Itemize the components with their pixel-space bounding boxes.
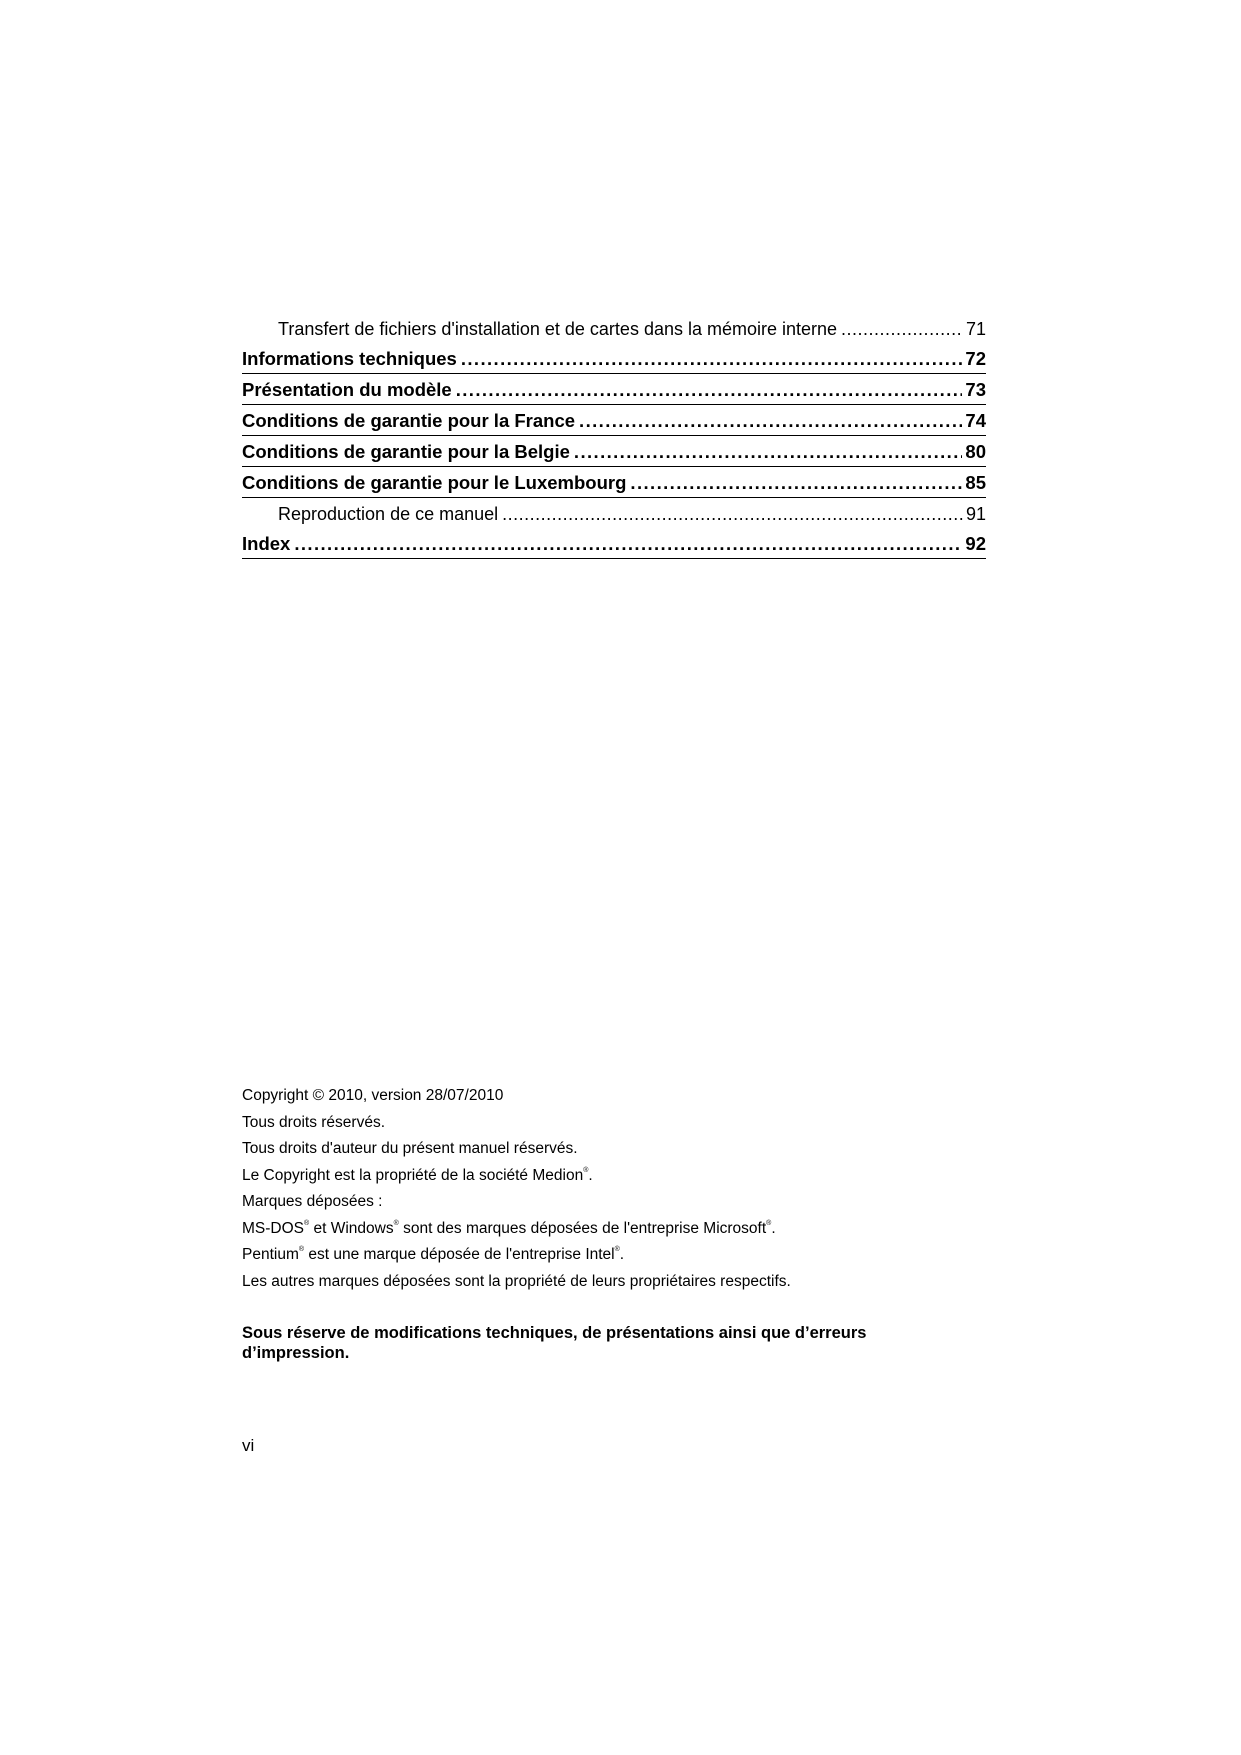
toc-entry-garantie-france[interactable] [242,406,986,436]
toc-entry-page: 73 [965,379,986,400]
toc-entry-garantie-belgie[interactable] [242,437,986,467]
trademark-intel-text: est une marque déposée de l'entreprise Intel [304,1246,615,1263]
toc-entry-title: Transfert de fichiers d'installation et de cartes dans la mémoire interne [278,319,838,339]
toc-leader-dots [579,406,962,436]
toc-leader-dots [461,344,963,374]
toc-entry-garantie-luxembourg[interactable] [242,468,986,498]
toc-entry-title: Conditions de garantie pour le Luxembourg [242,472,627,493]
trademark-msdos: MS-DOS [242,1219,304,1237]
copyright-owner-text: Le Copyright est la propriété de la société Medion [242,1166,584,1184]
toc-entry-title: Conditions de garantie pour la Belgie [242,441,570,462]
toc-entry-transfert[interactable] [242,314,986,344]
toc-leader-dots [630,468,962,498]
toc-entry-title: Index [242,533,291,554]
trademark-microsoft-text: sont des marques déposées de l'entreprise Microsoft [398,1219,767,1237]
rights-reserved-line: Tous droits réservés. [242,1113,385,1131]
technical-reservation-notice: Sous réserve de modifications techniques, de présentations ainsi que d’erreurs d’impression. [242,1324,867,1362]
period: . [588,1166,593,1184]
table-of-contents [242,314,986,560]
copyright-block [242,1083,1002,1295]
trademark-intel-line [242,1242,1002,1269]
toc-entry-page: 80 [965,441,986,462]
registered-mark: ® [298,1246,305,1253]
manual-rights-line: Tous droits d'auteur du présent manuel réservés. [242,1140,578,1157]
toc-entry-page: 91 [965,504,986,524]
toc-entry-title: Informations techniques [242,348,457,369]
trademark-windows: et Windows [309,1219,394,1237]
period: . [619,1246,625,1263]
toc-leader-dots [294,529,962,559]
toc-entry-title: Reproduction de ce manuel [278,504,499,524]
toc-entry-reproduction[interactable] [242,499,986,529]
other-trademarks-line: Les autres marques déposées sont la propriété de leurs propriétaires respectifs. [242,1272,791,1290]
copyright-owner-line [242,1163,1002,1190]
toc-leader-dots [502,499,963,529]
registered-mark: ® [304,1219,310,1227]
toc-entry-page: 72 [965,348,986,369]
page-number: vi [242,1436,255,1455]
trademark-pentium: Pentium [242,1246,299,1263]
copyright-line: Copyright © 2010, version 28/07/2010 [242,1087,504,1104]
trademark-microsoft-line [242,1216,1002,1243]
toc-leader-dots [841,314,963,344]
registered-mark: ® [614,1246,620,1253]
toc-leader-dots [456,375,963,405]
toc-leader-dots [574,437,963,467]
toc-entry-page: 92 [965,533,986,554]
toc-entry-page: 74 [965,410,986,431]
toc-entry-presentation-modele[interactable] [242,375,986,405]
trademarks-heading: Marques déposées : [242,1193,383,1210]
period: . [771,1219,776,1237]
registered-mark: ® [583,1166,589,1174]
toc-entry-index[interactable] [242,529,986,559]
registered-mark: ® [393,1219,399,1227]
toc-entry-title: Conditions de garantie pour la France [242,410,576,431]
toc-entry-page: 85 [965,472,986,493]
toc-entry-title: Présentation du modèle [242,379,452,400]
toc-entry-page: 71 [965,319,986,339]
toc-entry-informations-techniques[interactable] [242,344,986,374]
registered-mark: ® [766,1219,772,1227]
